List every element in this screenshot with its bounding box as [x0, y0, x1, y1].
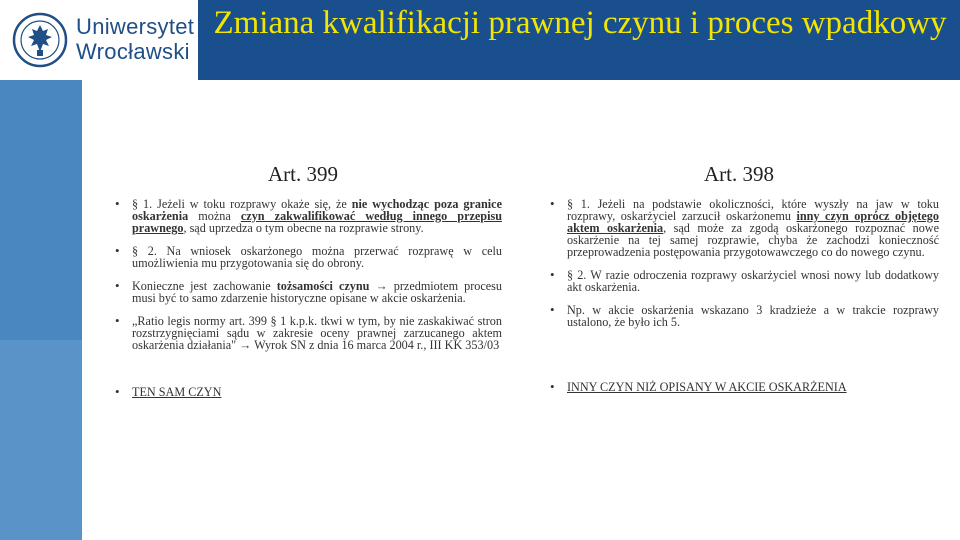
- right-text-fragment: § 1. Jeżeli na podstawie okoliczności, które wyszły na jaw w toku rozprawy, oskarżyciel zarzucił oskarżonemu: [567, 197, 939, 223]
- university-seal-icon: [12, 12, 68, 68]
- right-list-item: [550, 269, 939, 293]
- left-text-fragment: , sąd uprzedza o tym obecne na rozprawie strony.: [183, 221, 424, 235]
- right-text-fragment: INNY CZYN NIŻ OPISANY W AKCIE OSKARŻENIA: [567, 380, 847, 394]
- right-column-heading: Art. 398: [704, 162, 774, 186]
- right-list-item: [550, 198, 939, 258]
- left-list-item: [115, 315, 502, 351]
- left-text-fragment: nie wychodząc poza granice oskarżenia: [132, 197, 502, 223]
- slide-title: Zmiana kwalifikacji prawnej czynu i proces wpadkowy: [213, 5, 947, 41]
- right-list-item: [550, 304, 939, 328]
- left-text-fragment: tożsamości czynu: [276, 279, 370, 293]
- left-text-fragment: można: [188, 209, 241, 223]
- right-text-fragment: Np. w akcie oskarżenia wskazano 3 kradzieże a w trakcie rozprawy ustalono, że było ich 5.: [567, 303, 939, 329]
- right-text-fragment: inny czyn oprócz objętego aktem oskarżenia: [567, 209, 939, 235]
- left-column-list: [115, 198, 502, 398]
- university-name: Uniwersytet Wrocławski: [76, 14, 195, 64]
- left-list-item: [115, 245, 502, 269]
- left-list-item: [115, 386, 502, 398]
- left-text-fragment: TEN SAM CZYN: [132, 385, 222, 399]
- left-text-fragment: „Ratio legis normy art. 399 § 1 k.p.k. tkwi w tym, by nie zaskakiwać stron rozstrzygnięciami sądu w zakresie oceny prawnej zarzucanego aktem oskarżenia działania" → Wyrok SN z dnia 16 marca 2004 r., III KK 353/03: [132, 314, 502, 352]
- left-text-fragment: § 2. Na wniosek oskarżonego można przerwać rozprawę w celu umożliwienia mu przygotowania się do obrony.: [132, 244, 502, 270]
- left-text-fragment: § 1. Jeżeli w toku rozprawy okaże się, że: [132, 197, 352, 211]
- left-text-fragment: → przedmiotem procesu musi być to samo zdarzenie historyczne opisane w akcie oskarżenia.: [132, 279, 503, 305]
- left-list-item: [115, 280, 502, 304]
- university-logo: [0, 0, 198, 80]
- right-column-list: [550, 198, 939, 393]
- left-text-fragment: czyn zakwalifikować według innego przepisu prawnego: [132, 209, 502, 235]
- left-list-item: [115, 198, 502, 234]
- left-column-heading: Art. 399: [268, 162, 338, 186]
- left-text-fragment: Konieczne jest zachowanie: [132, 279, 277, 293]
- side-decoration-strip: [0, 80, 82, 540]
- right-list-item: [550, 381, 939, 393]
- right-text-fragment: § 2. W razie odroczenia rozprawy oskarżyciel wnosi nowy lub dodatkowy akt oskarżenia.: [567, 268, 939, 294]
- right-text-fragment: , sąd może za zgodą oskarżonego rozpoznać nowe oskarżenie na tej samej rozprawie, chyba że zachodzi konieczność przeprowadzenia postępowania przygotowawczego co do nowego czynu.: [567, 221, 940, 259]
